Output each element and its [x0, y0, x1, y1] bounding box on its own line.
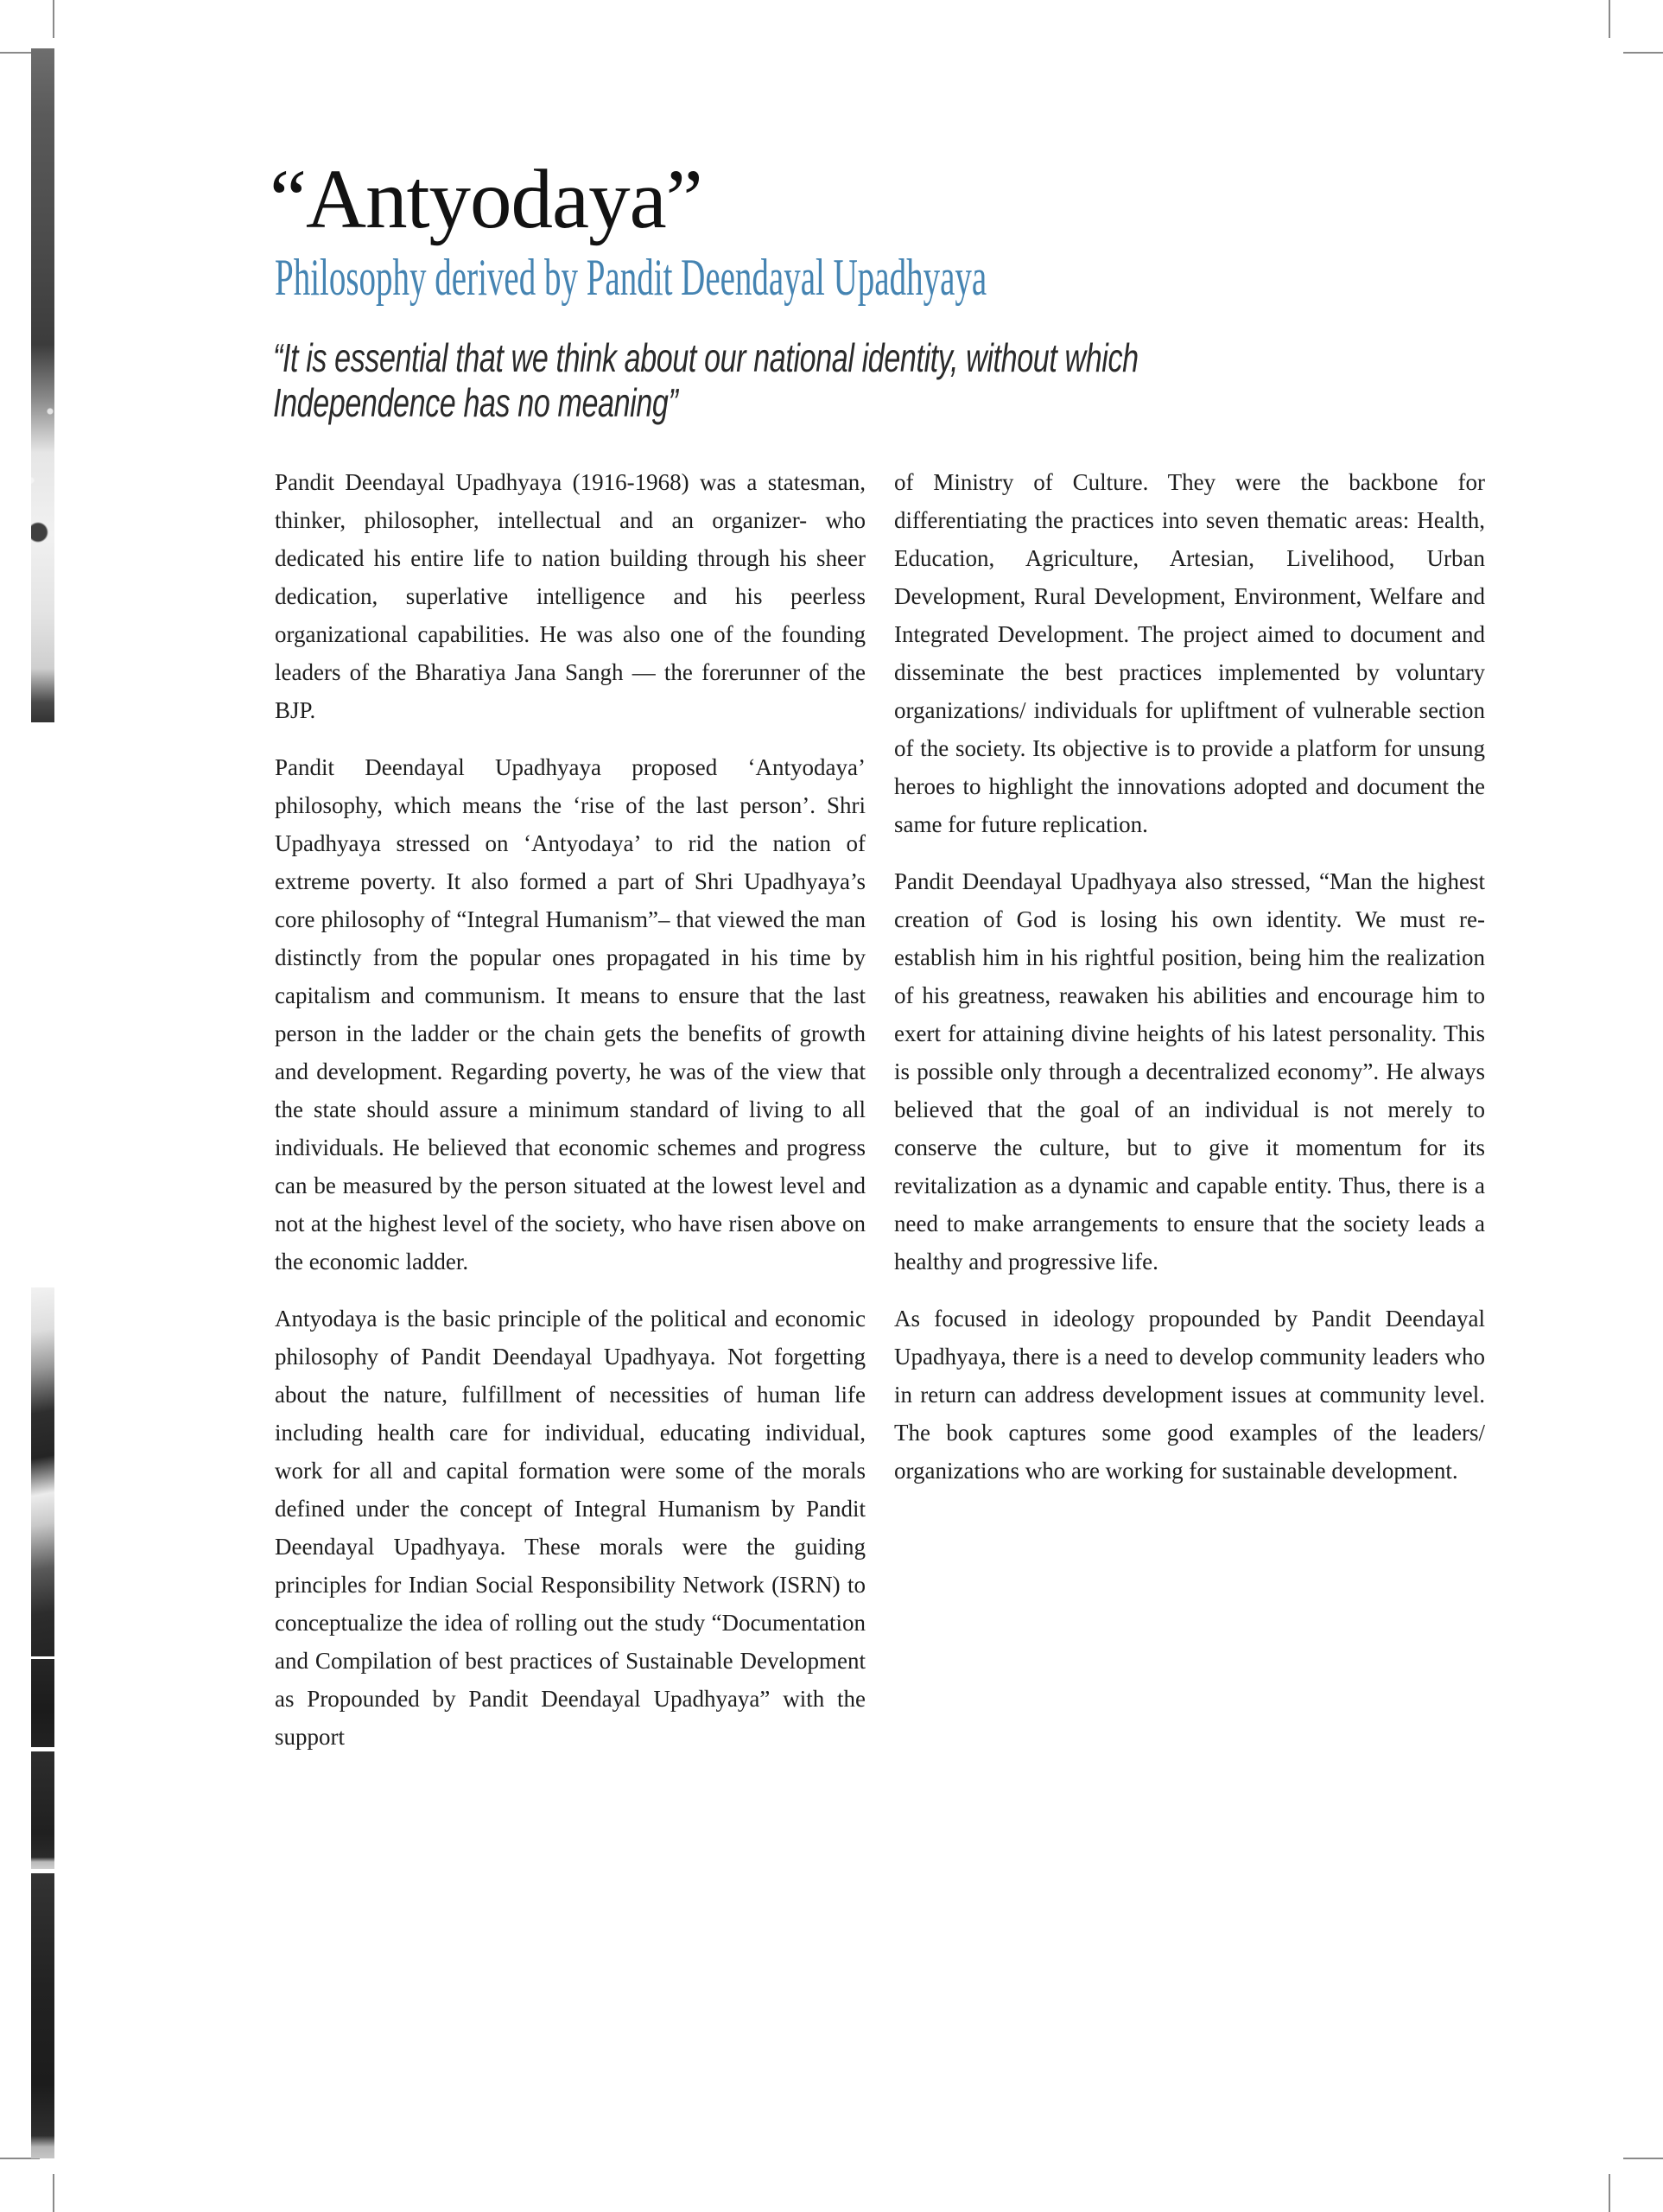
body-paragraph: Pandit Deendayal Upadhyaya proposed ‘Antyodaya’ philosophy, which means the ‘rise of the last person’. Shri Upadhyaya stressed on ‘Antyodaya’ to rid the nation of extreme poverty. It also formed a part of Shri Upadhyaya’s core philosophy of “Integral Humanism”– that viewed the man distinctly from the popular ones propagated in his time by capitalism and communism. It means to ensure that the last person in the ladder or the chain gets the benefits of growth and development. Regarding poverty, he was of the view that the state should assure a minimum standard of living to all individuals. He believed that economic schemes and progress can be measured by the person situated at the lowest level and not at the highest level of the society, who have risen above on the economic ladder. — [275, 754, 866, 1274]
pull-quote-line-2: Independence has no meaning” — [273, 380, 678, 425]
crop-mark-top-left-vertical — [53, 0, 54, 38]
crop-mark-bottom-right-horizontal — [1623, 2158, 1663, 2159]
photo-strip-segment — [31, 1873, 54, 2158]
crop-mark-top-right-vertical — [1609, 0, 1610, 38]
body-paragraph: Pandit Deendayal Upadhyaya also stressed, “Man the highest creation of God is losing his own identity. We must re-establish him in his rightful position, being him the realization of his greatness, reawaken his abilities and encourage him to exert for attaining divine heights of his latest personality. This is possible only through a decentralized economy”. He always believed that the goal of an individual is not merely to conserve the culture, but to give it momentum for its revitalization as a dynamic and capable entity. Thus, there is a need to make arrangements to ensure that the society leads a healthy and progressive life. — [894, 868, 1485, 1274]
page-subtitle: Philosophy derived by Pandit Deendayal Upadhyaya — [275, 249, 987, 306]
crop-mark-bottom-right-vertical — [1609, 2174, 1610, 2212]
photo-strip-segment — [31, 1287, 54, 1656]
body-paragraph: As focused in ideology propounded by Pandit Deendayal Upadhyaya, there is a need to develop community leaders who in return can address development issues at community level. The book captures some good examples of the leaders/ organizations who are working for sustainable development. — [894, 1306, 1485, 1484]
body-paragraph: Antyodaya is the basic principle of the political and economic philosophy of Pandit Deendayal Upadhyaya. Not forgetting about the nature, fulfillment of necessities of human life including health care for individual, educating individual, work for all and capital formation were some of the morals defined under the concept of Integral Humanism by Pandit Deendayal Upadhyaya. These morals were the guiding principles for Indian Social Responsibility Network (ISRN) to conceptualize the idea of rolling out the study “Documentation and Compilation of best practices of Sustainable Development as Propounded by Pandit Deendayal Upadhyaya” with the support — [275, 1306, 866, 1750]
photo-strip-segment — [31, 1751, 54, 1869]
photo-strip-segment — [31, 1659, 54, 1747]
body-paragraph: Pandit Deendayal Upadhyaya (1916-1968) was a statesman, thinker, philosopher, intellectual and an organizer- who dedicated his entire life to nation building through his sheer dedication, superlative intelligence and his peerless organizational capabilities. He was also one of the founding leaders of the Bharatiya Jana Sangh — the forerunner of the BJP. — [275, 469, 866, 723]
crop-mark-top-right-horizontal — [1623, 52, 1663, 54]
photo-strip-segment — [31, 48, 54, 722]
pull-quote-line-1: “It is essential that we think about our national identity, without which — [273, 335, 1139, 380]
page-title: “Antyodaya” — [270, 153, 702, 245]
left-column — [275, 463, 866, 1775]
body-columns — [275, 463, 1485, 1775]
left-photo-filmstrip — [31, 48, 54, 2158]
right-column — [894, 463, 1485, 1775]
body-paragraph: of Ministry of Culture. They were the backbone for differentiating the practices into seven thematic areas: Health, Education, Agriculture, Artesian, Livelihood, Urban Development, Rural Development, Environment, Welfare and Integrated Development. The project aimed to document and disseminate the best practices implemented by voluntary organizations/ individuals for upliftment of vulnerable section of the society. Its objective is to provide a platform for unsung heroes to highlight the innovations adopted and document the same for future replication. — [894, 469, 1485, 837]
pull-quote — [273, 335, 1139, 425]
crop-mark-bottom-left-vertical — [53, 2174, 54, 2212]
